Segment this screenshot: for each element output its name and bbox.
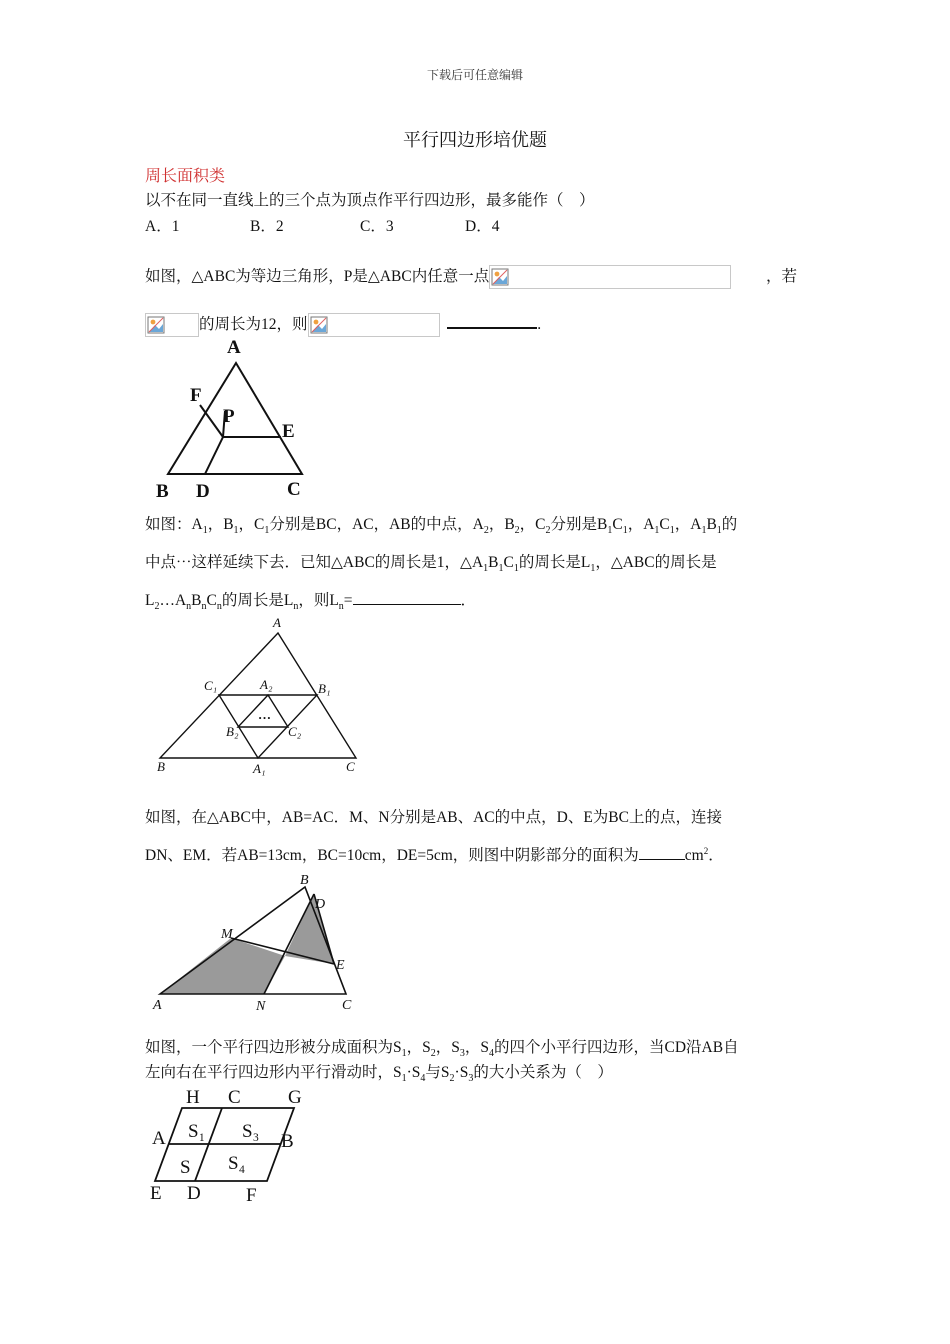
q4-line2-text: DN、EM．若AB=13cm，BC=10cm，DE=5cm，则图中阴影部分的面积为 <box>145 847 639 864</box>
q5-line1: 如图，一个平行四边形被分成面积为$S_1$，$S_2$，$S_3$，$S_4$的四个小平行四边形，当CD沿AB自 <box>145 1039 739 1060</box>
q4-line2-end: ． <box>708 847 724 864</box>
answer-blank[interactable] <box>639 859 685 860</box>
fig4-label-s4: S₄ <box>228 1153 246 1174</box>
fig3-label-m: M <box>221 927 233 942</box>
fig4-label-g: G <box>288 1087 302 1108</box>
fig2-label-b2: B₂ <box>226 724 239 739</box>
answer-blank[interactable] <box>447 327 537 329</box>
figure-parallelogram <box>150 1083 320 1208</box>
fig3-label-n: N <box>256 999 266 1014</box>
fig3-label-c: C <box>342 998 352 1013</box>
fig4-label-s3: S₃ <box>242 1121 260 1142</box>
fig1-label-b: B <box>156 481 169 502</box>
q3-line3: $L_2\dots A_nB_nC_n$的周长是$L_n$，则$L_n=$ ． <box>145 592 477 613</box>
section-heading: 周长面积类 <box>145 168 226 185</box>
fig4-label-s1: S₁ <box>188 1121 206 1142</box>
broken-image-icon <box>310 316 328 334</box>
q1-option-a: A．1 <box>145 218 180 235</box>
fig1-label-c: C <box>287 479 301 500</box>
q4-line2 <box>145 843 724 865</box>
segment-pd <box>205 411 225 474</box>
fig3-label-e: E <box>336 958 345 973</box>
fig1-label-p: P <box>223 406 235 427</box>
fig1-label-f: F <box>190 385 202 406</box>
q2-line2-text: 的周长为12，则 <box>199 316 308 333</box>
fig4-label-a: A <box>152 1128 166 1149</box>
broken-image-icon <box>147 316 165 334</box>
q3-line2: 中点⋯这样延续下去．已知△ABC的周长是1，$\triangle A_1B_1C_1$的周长是$L_1$，△ABC的周长是 <box>145 554 717 575</box>
answer-blank[interactable] <box>353 604 461 605</box>
fig2-label-c2: C₂ <box>288 724 302 739</box>
fig4-label-d: D <box>187 1183 201 1204</box>
fig2-label-c1: C₁ <box>204 678 218 693</box>
q1-text: 以不在同一直线上的三个点为顶点作平行四边形，最多能作（ ） <box>145 192 595 209</box>
document-title: 平行四边形培优题 <box>403 130 547 150</box>
fig2-label-a2: A₂ <box>260 677 273 692</box>
fig2-label-a: A <box>273 615 281 630</box>
q2-line1 <box>145 264 731 289</box>
fig4-label-c: C <box>228 1087 241 1108</box>
fig3-label-a: A <box>153 998 162 1013</box>
figure-triangle-p <box>150 333 320 505</box>
q4-line1: 如图，在△ABC中，AB=AC．M、N分别是AB、AC的中点，D、E为BC上的点，连接 <box>145 809 722 826</box>
q2-line1-end: ，若 <box>766 268 798 285</box>
q1-option-b: B．2 <box>250 218 284 235</box>
fig1-label-e: E <box>282 421 295 442</box>
q3-line1: 如图：$A_1$，$B_1$，$C_1$分别是BC，AC，AB的中点，$A_2$，$B_2$，$C_2$分别是$B_1C_1$，$A_1C_1$，$A_1B_1$的 <box>145 516 738 537</box>
segment-pf <box>200 405 223 437</box>
fig2-label-ellipsis: … <box>258 707 271 722</box>
fig1-label-a: A <box>227 337 241 358</box>
figure-nested-triangles <box>150 613 365 778</box>
fig4-label-e: E <box>150 1183 162 1204</box>
fig4-label-s: S <box>180 1157 191 1178</box>
broken-image-icon <box>491 268 509 286</box>
fig4-label-f: F <box>246 1185 257 1206</box>
page-header: 下载后可任意编辑 <box>426 68 523 82</box>
fig4-label-h: H <box>186 1087 200 1108</box>
q2-line2-end: . <box>537 316 542 333</box>
q1-option-d: D．4 <box>465 218 500 235</box>
fig2-label-c: C <box>346 759 355 774</box>
q4-unit: cm <box>684 847 704 864</box>
broken-image-placeholder <box>489 265 731 289</box>
q2-line1-text: 如图，△ABC为等边三角形，P是△ABC内任意一点 <box>145 268 490 285</box>
fig2-label-b: B <box>157 759 165 774</box>
q5-line2: 左向右在平行四边形内平行滑动时，$S_1\cdot S_4$与$S_2\cdot S_3$的大小关系为（ ） <box>145 1064 613 1085</box>
triangle-abc <box>168 363 302 474</box>
fig4-label-b: B <box>281 1131 294 1152</box>
q1-option-c: C．3 <box>360 218 394 235</box>
fig2-label-a1: A₁ <box>253 761 266 776</box>
q4-unit-power: 2 <box>703 845 709 856</box>
fig1-label-d: D <box>196 481 210 502</box>
fig3-label-d: D <box>315 897 326 912</box>
fig2-label-b1: B₁ <box>318 681 331 696</box>
figure-shaded-triangle <box>150 870 360 1015</box>
fig3-label-b: B <box>300 873 309 888</box>
q1-options <box>145 214 570 236</box>
broken-image-placeholder <box>308 313 440 337</box>
